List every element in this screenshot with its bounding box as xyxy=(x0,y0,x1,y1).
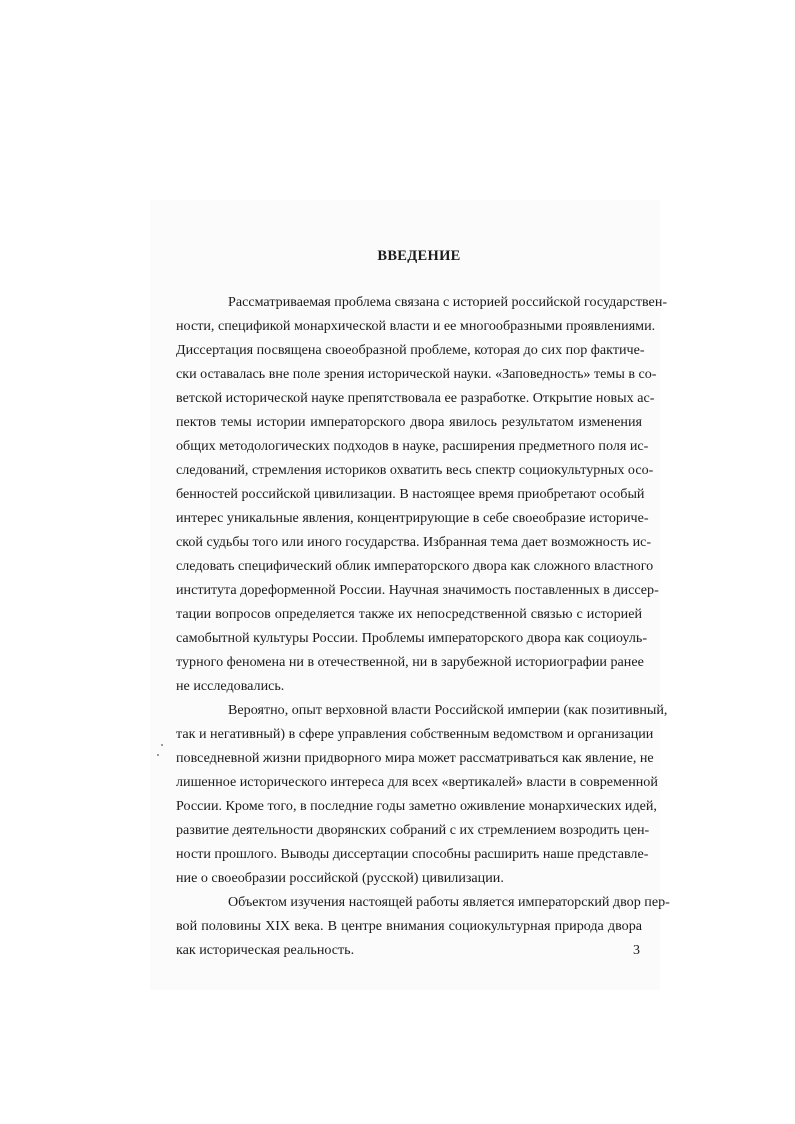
text-line: общих методологических подходов в науке, расширения предметного поля ис- xyxy=(176,438,649,454)
text-line: развитие деятельности дворянских собраний с их стремлением возродить цен- xyxy=(176,822,650,838)
text-line: ветской исторической науке препятствовала ее разработке. Открытие новых ас- xyxy=(176,390,655,406)
page-number: 3 xyxy=(633,943,640,958)
text-line: лишенное исторического интереса для всех «вертикалей» власти в современной xyxy=(176,774,658,790)
text-line: ности прошлого. Выводы диссертации способны расширить наше представле- xyxy=(176,846,649,862)
text-line: повседневной жизни придворного мира может рассматриваться как явление, не xyxy=(176,750,654,766)
text-line: так и негативный) в сфере управления собственным ведомством и организации xyxy=(176,726,654,742)
text-line: тации вопросов определяется также их непосредственной связью с историей xyxy=(176,606,642,622)
page-title: ВВЕДЕНИЕ xyxy=(377,248,461,264)
text-line: как историческая реальность. xyxy=(176,942,355,958)
text-line: Вероятно, опыт верховной власти Российской империи (как позитивный, xyxy=(228,702,668,718)
text-line: вой половины XIX века. В центре внимания социокультурная природа двора xyxy=(176,918,642,934)
text-line: ской судьбы того или иного государства. Избранная тема дает возможность ис- xyxy=(176,534,652,550)
text-line: ности, спецификой монархической власти и ее многообразными проявлениями. xyxy=(176,318,656,334)
text-line: Диссертация посвящена своеобразной проблеме, которая до сих пор фактиче- xyxy=(176,342,645,358)
text-line: института дореформенной России. Научная значимость поставленных в диссер- xyxy=(176,582,659,598)
scan-speck xyxy=(157,754,159,756)
text-line: России. Кроме того, в последние годы заметно оживление монархических идей, xyxy=(176,798,657,814)
text-line: самобытной культуры России. Проблемы императорского двора как социоуль- xyxy=(176,630,648,646)
text-line: ние о своеобразии российской (русской) цивилизации. xyxy=(176,870,504,886)
text-line: ски оставалась вне поле зрения исторической науки. «Заповедность» темы в со- xyxy=(176,366,657,382)
text-line: интерес уникальные явления, концентрирующие в себе своеобразие историче- xyxy=(176,510,649,526)
text-line: Рассматриваемая проблема связана с историей российской государствен- xyxy=(228,294,668,310)
text-line: турного феномена ни в отечественной, ни в зарубежной историографии ранее xyxy=(176,654,644,670)
text-line: не исследовались. xyxy=(176,678,285,694)
text-line: следовать специфический облик императорского двора как сложного властного xyxy=(176,558,654,574)
scan-speck xyxy=(161,744,163,746)
text-line: бенностей российской цивилизации. В настоящее время приобретают особый xyxy=(176,486,645,502)
text-line: пектов темы истории императорского двора явилось результатом изменения xyxy=(176,414,642,430)
text-line: Объектом изучения настоящей работы является императорский двор пер- xyxy=(228,894,670,910)
text-line: следований, стремления историков охватить весь спектр социокультурных осо- xyxy=(176,462,654,478)
